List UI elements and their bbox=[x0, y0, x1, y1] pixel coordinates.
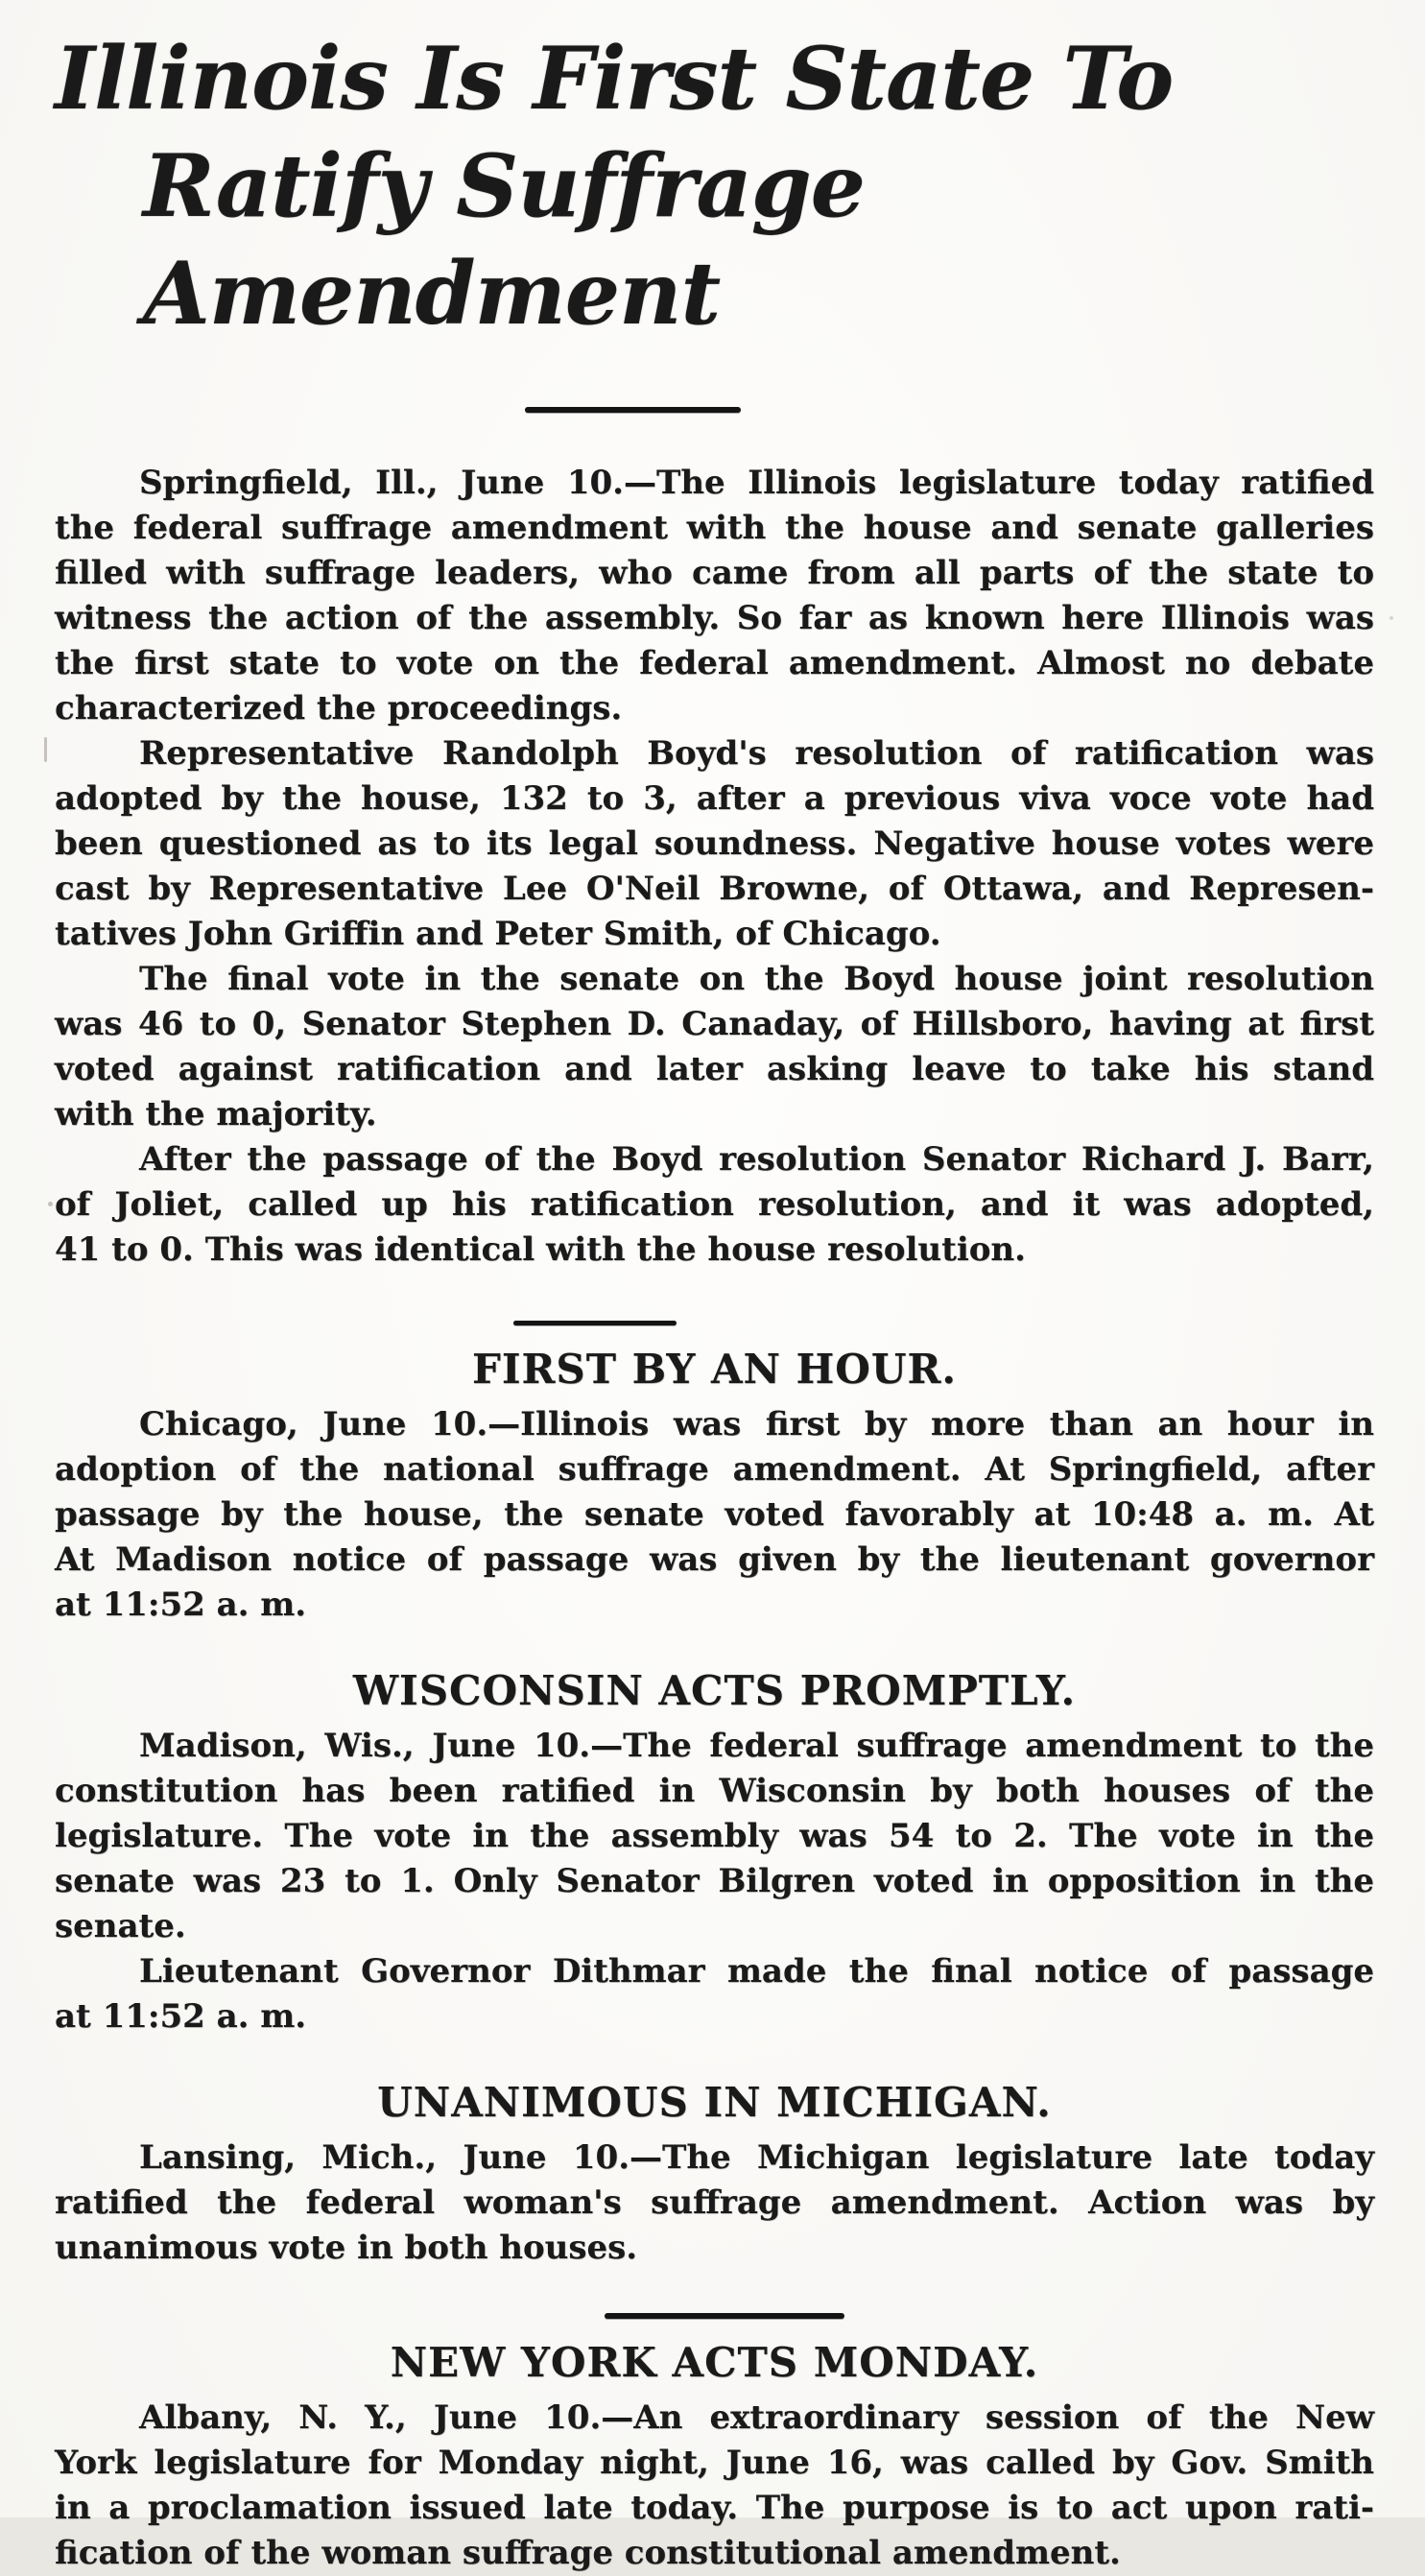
body-line: of Joliet, called up his ratification resolution, and it was adopted, bbox=[55, 1185, 1374, 1224]
section-heading: UNANIMOUS IN MICHIGAN. bbox=[377, 2079, 1052, 2126]
body-line: senate. bbox=[55, 1907, 186, 1945]
body-line: Madison, Wis., June 10.—The federal suffrage amendment to the bbox=[139, 1727, 1374, 1765]
body-line: York legislature for Monday night, June 16, was called by Gov. Smith bbox=[55, 2444, 1374, 2482]
body-line: voted against ratification and later asking leave to take his stand bbox=[55, 1050, 1374, 1088]
body-line: at 11:52 a. m. bbox=[55, 1586, 307, 1624]
paragraph bbox=[55, 1137, 1374, 1273]
body-line: was 46 to 0, Senator Stephen D. Canaday, of Hillsboro, having at first bbox=[55, 1005, 1374, 1043]
paragraph bbox=[55, 461, 1374, 731]
body-line: witness the action of the assembly. So far as known here Illinois was bbox=[55, 599, 1374, 637]
paragraph bbox=[55, 957, 1374, 1137]
body-line: ratified the federal woman's suffrage amendment. Action was by bbox=[55, 2183, 1374, 2222]
body-line: been questioned as to its legal soundness. Negative house votes were bbox=[55, 824, 1374, 863]
headline-divider bbox=[525, 407, 741, 413]
body-line: Lieutenant Governor Dithmar made the final notice of passage bbox=[139, 1952, 1374, 1991]
paragraph bbox=[55, 2135, 1374, 2271]
body-line: Albany, N. Y., June 10.—An extraordinary session of the New bbox=[139, 2398, 1374, 2437]
paragraph bbox=[55, 2396, 1374, 2576]
section-heading: FIRST BY AN HOUR. bbox=[472, 1346, 957, 1393]
body-line: Chicago, June 10.—Illinois was first by more than an hour in bbox=[139, 1405, 1374, 1443]
paragraph bbox=[55, 731, 1374, 957]
headline bbox=[55, 25, 1374, 347]
body-line: fication of the woman suffrage constitutional amendment. bbox=[55, 2534, 1121, 2572]
body-line: At Madison notice of passage was given by the lieutenant governor bbox=[55, 1540, 1374, 1579]
section-heading: WISCONSIN ACTS PROMPTLY. bbox=[352, 1667, 1077, 1714]
body-line: adopted by the house, 132 to 3, after a previous viva voce vote had bbox=[55, 779, 1374, 818]
body-line: legislature. The vote in the assembly was 54 to 2. The vote in the bbox=[55, 1817, 1374, 1855]
body-line: Representative Randolph Boyd's resolution of ratification was bbox=[139, 734, 1374, 773]
body-line: adoption of the national suffrage amendment. At Springfield, after bbox=[55, 1450, 1374, 1489]
body-line: the federal suffrage amendment with the house and senate galleries bbox=[55, 509, 1374, 547]
body-line: 41 to 0. This was identical with the house resolution. bbox=[55, 1230, 1026, 1269]
paragraph bbox=[55, 1402, 1374, 1628]
body-line: passage by the house, the senate voted favorably at 10:48 a. m. At bbox=[55, 1495, 1374, 1534]
body-line: The final vote in the senate on the Boyd house joint resolution bbox=[139, 960, 1374, 998]
section-heading: NEW YORK ACTS MONDAY. bbox=[390, 2339, 1039, 2386]
body-line: unanimous vote in both houses. bbox=[55, 2229, 638, 2267]
body-line: After the passage of the Boyd resolution Senator Richard J. Barr, bbox=[139, 1140, 1374, 1179]
scan-speck bbox=[48, 1202, 53, 1206]
body-line: Springfield, Ill., June 10.—The Illinois legislature today ratified bbox=[139, 464, 1374, 502]
scan-speck bbox=[44, 737, 47, 762]
body-line: tatives John Griffin and Peter Smith, of Chicago. bbox=[55, 915, 941, 953]
body-line: at 11:52 a. m. bbox=[55, 1997, 307, 2036]
body-line: cast by Representative Lee O'Neil Browne, of Ottawa, and Represen- bbox=[55, 870, 1374, 908]
paragraph bbox=[55, 1949, 1374, 2039]
paragraph bbox=[55, 1724, 1374, 1949]
headline-line-1: Illinois Is First State To bbox=[55, 28, 1174, 130]
body-line: in a proclamation issued late today. The purpose is to act upon rati- bbox=[55, 2489, 1374, 2527]
headline-line-2: Ratify Suffrage Amendment bbox=[143, 135, 866, 345]
section-divider bbox=[605, 2313, 844, 2319]
body-line: Lansing, Mich., June 10.—The Michigan legislature late today bbox=[139, 2138, 1374, 2177]
article-body bbox=[55, 461, 1374, 2576]
body-line: constitution has been ratified in Wisconsin by both houses of the bbox=[55, 1772, 1374, 1810]
body-line: characterized the proceedings. bbox=[55, 689, 623, 727]
body-line: senate was 23 to 1. Only Senator Bilgren voted in opposition in the bbox=[55, 1862, 1374, 1900]
section-divider bbox=[513, 1321, 677, 1325]
body-line: filled with suffrage leaders, who came from all parts of the state to bbox=[55, 554, 1374, 592]
scan-speck bbox=[1389, 616, 1393, 620]
body-line: with the majority. bbox=[55, 1095, 377, 1133]
body-line: the first state to vote on the federal amendment. Almost no debate bbox=[55, 644, 1374, 682]
